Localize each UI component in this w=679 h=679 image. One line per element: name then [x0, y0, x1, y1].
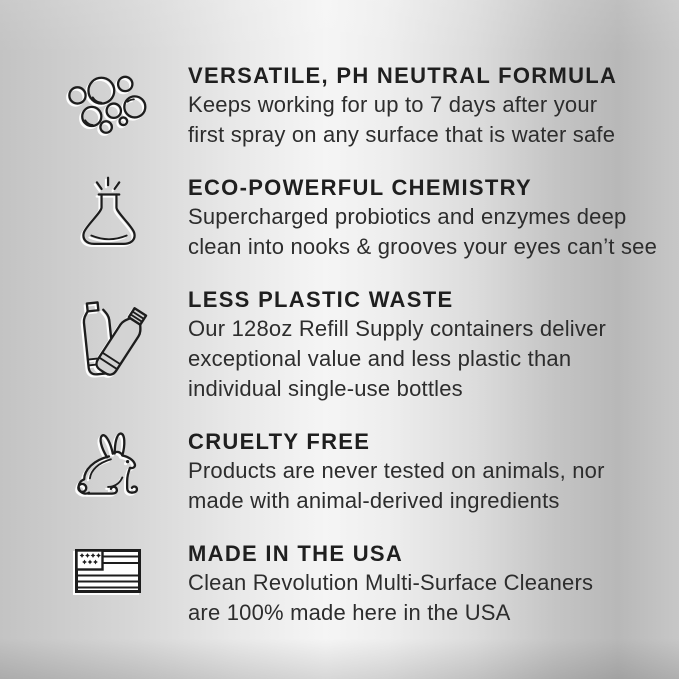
- text-cell: [188, 174, 668, 262]
- benefit-line: made with animal-derived ingredients: [188, 488, 560, 513]
- benefit-line: individual single-use bottles: [188, 376, 463, 401]
- benefit-line: Keeps working for up to 7 days after your: [188, 92, 598, 117]
- icon-cell: [0, 62, 188, 140]
- bottles-icon: [73, 298, 145, 388]
- benefit-row-usa: [0, 540, 679, 628]
- icon-cell: [0, 540, 188, 597]
- text-cell: [188, 286, 668, 404]
- text-cell: [188, 62, 668, 150]
- benefit-heading: LESS PLASTIC WASTE: [188, 287, 454, 312]
- benefit-line: clean into nooks & grooves your eyes can’t see: [188, 234, 658, 259]
- benefit-line: Supercharged probiotics and enzymes deep: [188, 204, 627, 229]
- benefit-line: exceptional value and less plastic than: [188, 346, 572, 371]
- benefit-heading: CRUELTY FREE: [188, 429, 371, 454]
- benefit-row-versatile: [0, 62, 679, 150]
- benefit-line: Our 128oz Refill Supply containers deliver: [188, 316, 607, 341]
- icon-cell: [0, 174, 188, 256]
- rabbit-icon: [67, 431, 151, 499]
- icon-cell: [0, 428, 188, 499]
- text-cell: [188, 428, 668, 516]
- benefit-line: are 100% made here in the USA: [188, 600, 511, 625]
- benefit-line: Products are never tested on animals, nor: [188, 458, 605, 483]
- usa-flag-icon: [74, 547, 144, 597]
- icon-cell: [0, 286, 188, 388]
- benefit-row-chemistry: [0, 174, 679, 262]
- benefit-row-plastic: [0, 286, 679, 404]
- text-cell: [188, 540, 668, 628]
- benefit-heading: VERSATILE, PH NEUTRAL FORMULA: [188, 63, 618, 88]
- benefit-row-cruelty-free: [0, 428, 679, 516]
- benefit-heading: ECO-POWERFUL CHEMISTRY: [188, 175, 532, 200]
- benefit-line: first spray on any surface that is water safe: [188, 122, 616, 147]
- benefit-line: Clean Revolution Multi-Surface Cleaners: [188, 570, 594, 595]
- bubbles-icon: [66, 70, 152, 140]
- flask-icon: [76, 174, 142, 256]
- benefit-heading: MADE IN THE USA: [188, 541, 404, 566]
